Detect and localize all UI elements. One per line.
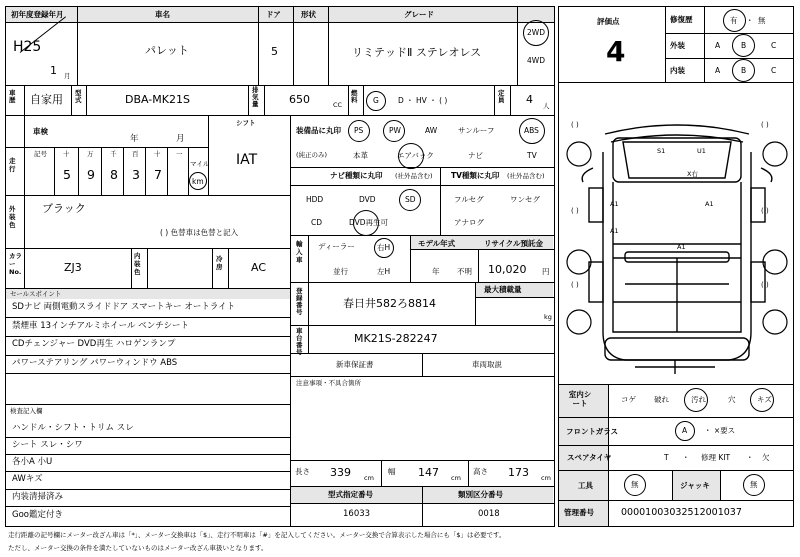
frame-bottom xyxy=(5,526,555,527)
repair-option-1: ・ xyxy=(746,16,754,25)
category-value: 0018 xyxy=(478,509,500,519)
color-no-value: ZJ3 xyxy=(64,261,82,274)
color-label: 外装色 xyxy=(9,205,16,229)
footer-line1: 走行距離の記号欄にメーター改ざん車は「*」、メーター交換車は「$」、走行不明車は「#」を記入してください。メーター交換で合算表示した場合にも「$」は必要です。 xyxy=(8,531,506,539)
drive-4wd: 4WD xyxy=(527,56,545,65)
type-approval-value: 16033 xyxy=(343,509,371,519)
capacity-label: 定員 xyxy=(498,89,505,105)
seat-item-3: 穴 xyxy=(728,395,736,404)
frame-right xyxy=(554,6,555,526)
spare-label: スペアタイヤ xyxy=(567,453,612,462)
shift-value: IAT xyxy=(236,152,258,168)
note-line-2: 各小A 小U xyxy=(12,457,53,467)
repair-option-2: 無 xyxy=(758,16,766,25)
shift-label: シフト xyxy=(236,119,256,127)
equip-row2-1-circle xyxy=(398,143,424,169)
digit-4: 7 xyxy=(154,167,162,182)
capacity-unit: 人 xyxy=(543,102,550,110)
shaken-month-label: 月 xyxy=(176,134,185,144)
seat-item-2-circle xyxy=(684,388,708,412)
car-name-value: パレット xyxy=(145,44,189,57)
damage-mark-5: A1 xyxy=(610,227,619,235)
tv-item-1: ワンセグ xyxy=(510,195,540,204)
seat-item-0: コゲ xyxy=(621,395,636,404)
equip-ps-circle xyxy=(348,120,370,142)
equip-title: 装備品に丸印 xyxy=(296,126,341,135)
door-value: 5 xyxy=(271,45,278,58)
nav-item-1: DVD xyxy=(359,195,376,204)
svg-text:( ): ( ) xyxy=(571,281,579,289)
capacity-value: 4 xyxy=(526,93,533,106)
model-year-label: モデル年式 xyxy=(418,239,456,248)
width-unit: cm xyxy=(451,474,461,482)
spare-item-3: ・ xyxy=(746,453,754,462)
nav-title: ナビ種類に丸印 xyxy=(330,171,383,180)
damage-mark-1: U1 xyxy=(697,147,706,155)
jack-value: 無 xyxy=(750,480,758,489)
mgmt-value: 00001003032512001037 xyxy=(621,507,742,518)
height-label: 高さ xyxy=(473,467,488,476)
tv-item-2: アナログ xyxy=(454,218,484,227)
type-approval-label: 型式指定番号 xyxy=(328,490,373,499)
displacement-unit: CC xyxy=(333,101,343,109)
spare-item-0: T xyxy=(664,453,669,462)
score-value: 4 xyxy=(606,35,626,68)
vehicle-type-value: 自家用 xyxy=(30,93,63,106)
mileage-label: 走行 xyxy=(9,157,16,173)
reg-value: 春日井582ろ8814 xyxy=(343,297,436,310)
digit-1: 9 xyxy=(87,167,95,182)
exterior-a: A xyxy=(715,41,721,50)
year-value: H25 xyxy=(13,39,42,55)
damage-mark-4: A1 xyxy=(705,200,714,208)
fuel-label: 燃料 xyxy=(351,89,358,105)
tools-label: 工具 xyxy=(578,481,593,490)
digit-label-5: 一 xyxy=(176,150,183,158)
damage-mark-3: A1 xyxy=(610,200,619,208)
damage-mark-6: A1 xyxy=(677,243,686,251)
sales-title: セールスポイント xyxy=(10,290,62,298)
steering-left: 左H xyxy=(377,267,391,276)
damage-mark-2: X右 xyxy=(687,170,698,178)
color-no-label: カラーNo. xyxy=(9,252,22,276)
tv-title: TV種類に丸印 xyxy=(451,171,500,180)
windshield-rest: ・ ×要ス xyxy=(704,426,736,435)
repair-option-0: 有 xyxy=(730,16,738,25)
frame-r-top xyxy=(558,6,794,7)
interior-label: 内装 xyxy=(670,66,685,75)
drive-2wd: 2WD xyxy=(527,28,545,37)
tools-value: 無 xyxy=(631,480,639,489)
equip-abs-circle xyxy=(519,118,545,144)
digit-label-3: 百 xyxy=(132,150,139,158)
equip-aw: AW xyxy=(425,126,438,135)
reg-label: 登録番号 xyxy=(296,287,303,317)
length-unit: cm xyxy=(364,474,374,482)
seat-item-4-circle xyxy=(750,388,774,412)
digit-3: 3 xyxy=(132,167,140,182)
digit-label-1: 万 xyxy=(87,150,94,158)
width-label: 幅 xyxy=(388,467,396,476)
width-value: 147 xyxy=(418,466,439,479)
nav-item-0: HDD xyxy=(306,195,324,204)
month-unit: 月 xyxy=(64,72,71,80)
svg-text:( ): ( ) xyxy=(571,207,579,215)
equip-row2-3: TV xyxy=(527,151,537,160)
note-line-0: ハンドル・シフト・トリム スレ xyxy=(12,423,134,433)
nav-item-4-circle xyxy=(353,210,379,236)
month-value: 1 xyxy=(50,64,57,77)
spare-item-1: ・ xyxy=(682,453,690,462)
frame-left xyxy=(5,6,6,526)
equip-row2-0: 本革 xyxy=(353,151,368,160)
equip-row2-1: エアバック xyxy=(397,151,434,160)
door-label: ドア xyxy=(266,10,281,19)
max-load-label: 最大積載量 xyxy=(484,285,522,294)
manual-label: 車両取説 xyxy=(472,360,502,369)
steering-right: 右H xyxy=(377,243,391,252)
nav-item-3: CD xyxy=(311,218,323,227)
repair-label: 修復歴 xyxy=(670,15,693,24)
note-line-4: 内装清掃済み xyxy=(12,492,64,502)
mile-label: マイル xyxy=(190,160,210,168)
height-unit: cm xyxy=(541,474,551,482)
nav-item-2: SD xyxy=(405,195,416,204)
jack-label: ジャッキ xyxy=(680,481,710,490)
footer-line2: ただし、メーター交換の条件を満たしていないものはメーター改ざん車扱いとなります。 xyxy=(8,544,268,552)
windshield-a: A xyxy=(682,426,688,435)
equip-abs: ABS xyxy=(524,126,539,135)
car-name-label: 車名 xyxy=(155,10,170,19)
tv-item-0: フルセグ xyxy=(454,195,484,204)
km-label: km xyxy=(192,177,204,186)
digit-label-0: 十 xyxy=(63,150,70,158)
digit-label-2: 千 xyxy=(110,150,117,158)
svg-text:( ): ( ) xyxy=(761,121,769,129)
shape-label: 形状 xyxy=(301,10,316,19)
length-value: 339 xyxy=(330,466,351,479)
length-label: 長さ xyxy=(295,467,310,476)
fuel-rest: D ・ HV ・ ( ) xyxy=(398,96,448,105)
displacement-label: 排気量 xyxy=(252,86,259,109)
spare-item-4: 欠 xyxy=(762,453,770,462)
nav-item-4: DVD再生可 xyxy=(349,218,389,227)
equip-row2-2: ナビ xyxy=(468,151,483,160)
recycle-unit: 円 xyxy=(542,267,550,276)
shaken-label: 車検 xyxy=(33,127,48,136)
equip-pw: PW xyxy=(389,126,401,135)
sales-line-2: CDチェンジャー DVD再生 ハロゲンランプ xyxy=(12,339,176,349)
tv-note: (社外品含む) xyxy=(507,172,545,180)
note-line-3: AWキズ xyxy=(12,474,43,484)
seat-item-1: 破れ xyxy=(654,395,669,404)
shaken-year-label: 年 xyxy=(130,134,139,144)
frame-r-right xyxy=(793,6,794,526)
note-line-5: Goo鑑定付き xyxy=(12,510,63,520)
height-value: 173 xyxy=(508,466,529,479)
import-label: 輸入車 xyxy=(296,240,303,264)
sales-line-1: 禁煙車 13インチアルミホイール ベンチシート xyxy=(12,321,190,331)
warranty-label: 新車保証書 xyxy=(336,360,374,369)
notes-label: 注意事項・不具合箇所 xyxy=(296,379,361,387)
recycle-label: リサイクル預託金 xyxy=(484,239,543,248)
max-load-unit: kg xyxy=(544,313,552,321)
inspection-notes-title: 検査記入欄 xyxy=(10,407,43,415)
interior-b: B xyxy=(741,66,747,75)
parallel-label: 並行 xyxy=(333,267,348,276)
model-value: DBA-MK21S xyxy=(125,93,190,106)
svg-text:( ): ( ) xyxy=(761,207,769,215)
color-value: ブラック xyxy=(42,202,86,215)
interior-c: C xyxy=(771,66,777,75)
equip-subtitle: (純正のみ) xyxy=(296,151,328,159)
seat-label: 室内シート xyxy=(568,390,592,408)
grade-label: グレード xyxy=(404,10,434,19)
ac-label: 冷房 xyxy=(216,255,223,271)
spare-item-2: 修理 KIT xyxy=(701,453,731,462)
recycle-value: 10,020 xyxy=(488,263,527,276)
interior-color-label: 内装色 xyxy=(134,252,141,276)
digit-0: 5 xyxy=(63,167,71,182)
chassis-label: 車台番号 xyxy=(296,327,303,357)
nav-item-2-circle xyxy=(399,189,421,211)
ac-value: AC xyxy=(251,261,267,274)
digit-label-4: 十 xyxy=(154,150,161,158)
model-label: 型式 xyxy=(75,89,82,105)
equip-ps: PS xyxy=(354,126,364,135)
chassis-value: MK21S-282247 xyxy=(354,332,438,345)
exterior-c: C xyxy=(771,41,777,50)
note-line-1: シート スレ・シワ xyxy=(12,440,83,450)
sales-line-3: パワーステアリング パワーウィンドウ ABS xyxy=(12,358,178,368)
nav-note: (社外品含む) xyxy=(395,172,433,180)
sales-line-0: SDナビ 両側電動スライドドア スマートキー オートライト xyxy=(12,302,236,312)
equip-サンルーフ: サンルーフ xyxy=(458,126,495,135)
seat-item-2: 汚れ xyxy=(691,395,706,404)
damage-mark-0: S1 xyxy=(657,147,666,155)
mgmt-label: 管理番号 xyxy=(564,508,594,517)
mark-label: 記号 xyxy=(34,150,47,158)
seat-item-4: キズ xyxy=(757,395,772,404)
grade-value: リミテッドⅡ ステレオレス xyxy=(352,46,482,59)
digit-2: 8 xyxy=(110,167,118,182)
windshield-label: フロントガラス xyxy=(566,427,619,436)
first-reg-label: 初年度登録年月 xyxy=(11,10,64,19)
exterior-label: 外装 xyxy=(670,41,685,50)
svg-text:( ): ( ) xyxy=(571,121,579,129)
interior-a: A xyxy=(715,66,721,75)
color-note: ( ) 色替車は色替と記入 xyxy=(160,228,239,237)
score-label: 評価点 xyxy=(597,17,620,26)
exterior-b: B xyxy=(741,41,747,50)
model-year-value: 年 xyxy=(432,267,440,276)
svg-text:( ): ( ) xyxy=(761,281,769,289)
model-year-unknown: 不明 xyxy=(457,267,472,276)
fuel-g: G xyxy=(373,96,379,105)
dealer-label: ディーラー xyxy=(318,242,355,251)
category-label: 類別区分番号 xyxy=(458,490,503,499)
frame-r-bottom xyxy=(558,526,794,527)
equip-pw-circle xyxy=(383,120,405,142)
displacement-value: 650 xyxy=(289,93,310,106)
vehicle-type-label: 車歴 xyxy=(9,89,16,105)
